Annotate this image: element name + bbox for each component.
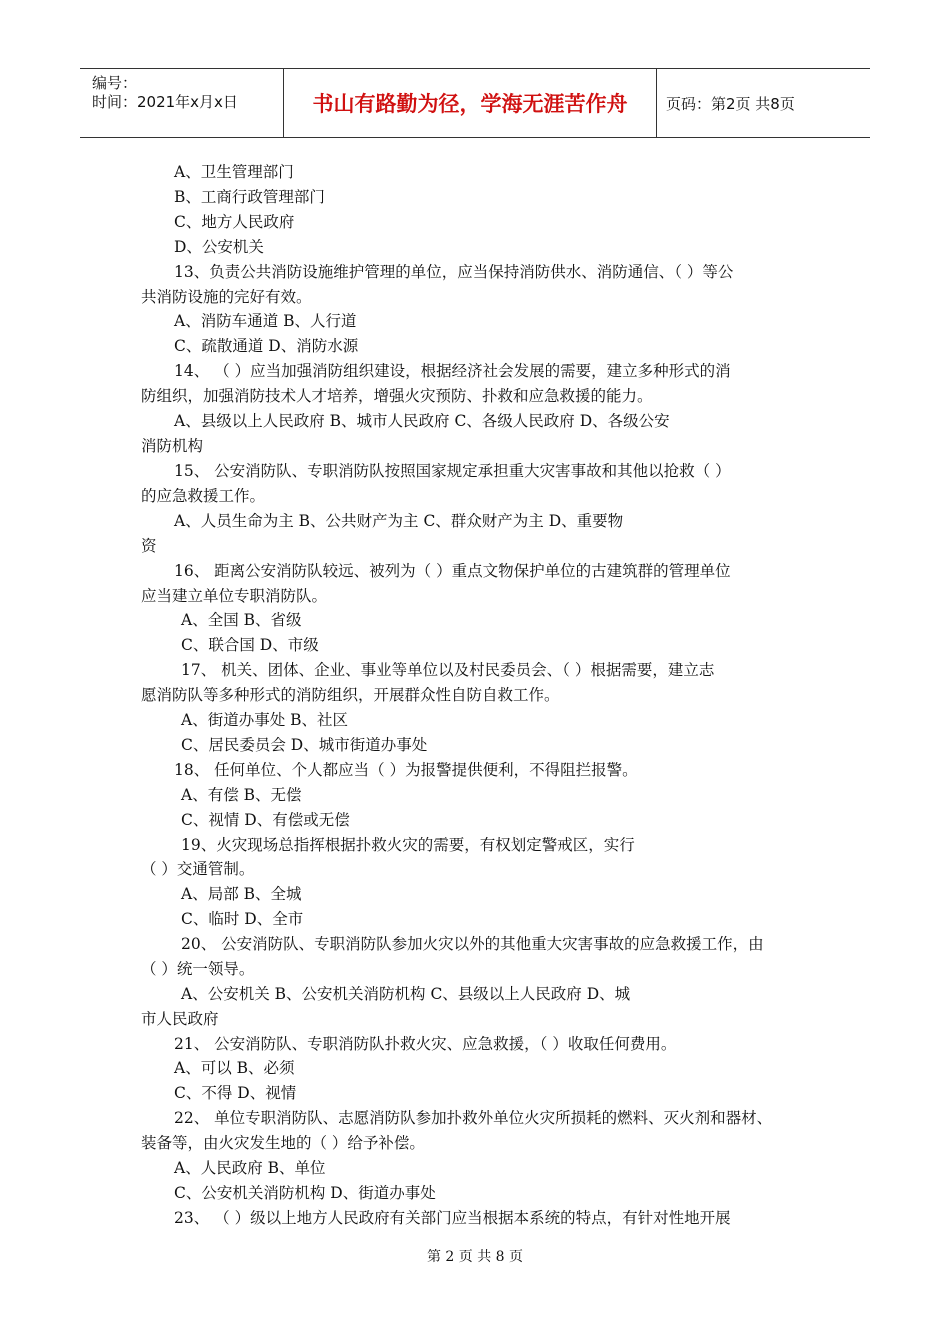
header-page-cell (656, 69, 870, 137)
text-line: 23、 （ ）级以上地方人民政府有关部门应当根据本系统的特点，有针对性地开展 (174, 1209, 731, 1227)
text-line: （ ）统一领导。 (141, 960, 255, 978)
page-header (80, 68, 870, 138)
text-line: 装备等，由火灾发生地的（ ）给予补偿。 (141, 1134, 425, 1152)
header-meta (80, 69, 283, 137)
text-line: 共消防设施的完好有效。 (141, 288, 312, 306)
header-motto: 书山有路勤为径，学海无涯苦作舟 (312, 92, 628, 116)
text-line: A、县级以上人民政府 B、城市人民政府 C、各级人民政府 D、各级公安 (174, 412, 670, 430)
text-line: A、全国 B、省级 (181, 611, 302, 629)
text-line: C、地方人民政府 (174, 213, 295, 231)
text-line: C、居民委员会 D、城市街道办事处 (181, 736, 428, 754)
text-line: 19、火灾现场总指挥根据扑救火灾的需要，有权划定警戒区，实行 (181, 836, 635, 854)
text-line: A、公安机关 B、公安机关消防机构 C、县级以上人民政府 D、城 (181, 985, 631, 1003)
document-number-label: 编号： (92, 74, 138, 92)
text-line: 应当建立单位专职消防队。 (141, 587, 328, 605)
text-line: （ ）交通管制。 (141, 860, 255, 878)
text-line: B、工商行政管理部门 (174, 188, 325, 206)
text-line: C、联合国 D、市级 (181, 636, 319, 654)
text-line: C、临时 D、全市 (181, 910, 304, 928)
page-footer: 第 2 页 共 8 页 (426, 1249, 524, 1265)
text-line: A、可以 B、必须 (174, 1059, 295, 1077)
document-date: 时间：2021年x月x日 (92, 93, 238, 111)
text-line: 14、 （ ）应当加强消防组织建设，根据经济社会发展的需要，建立多种形式的消 (174, 362, 731, 380)
text-line: C、不得 D、视情 (174, 1084, 297, 1102)
text-line: 17、 机关、团体、企业、事业等单位以及村民委员会、（ ）根据需要，建立志 (181, 661, 715, 679)
text-line: A、局部 B、全城 (181, 885, 302, 903)
text-line: 20、 公安消防队、专职消防队参加火灾以外的其他重大灾害事故的应急救援工作，由 (181, 935, 764, 953)
text-line: 的应急救援工作。 (141, 487, 266, 505)
header-page-info: 页码：第2页 共8页 (666, 94, 795, 113)
text-line: D、公安机关 (174, 238, 264, 256)
text-line: 市人民政府 (141, 1010, 219, 1028)
text-line: 22、 单位专职消防队、志愿消防队参加扑救外单位火灾所损耗的燃料、灭火剂和器材、 (174, 1109, 773, 1127)
text-line: A、人员生命为主 B、公共财产为主 C、群众财产为主 D、重要物 (174, 512, 624, 530)
text-line: 愿消防队等多种形式的消防组织，开展群众性自防自救工作。 (141, 686, 560, 704)
text-line: A、卫生管理部门 (174, 163, 294, 181)
text-line: A、有偿 B、无偿 (181, 786, 302, 804)
text-line: 18、 任何单位、个人都应当（ ）为报警提供便利，不得阻拦报警。 (174, 761, 638, 779)
text-line: C、公安机关消防机构 D、街道办事处 (174, 1184, 436, 1202)
text-line: C、疏散通道 D、消防水源 (174, 337, 359, 355)
text-line: A、消防车通道 B、人行道 (174, 312, 357, 330)
text-line: A、街道办事处 B、社区 (181, 711, 349, 729)
text-line: 13、负责公共消防设施维护管理的单位，应当保持消防供水、消防通信、（ ）等公 (174, 263, 734, 281)
text-line: 防组织，加强消防技术人才培养，增强火灾预防、扑救和应急救援的能力。 (141, 387, 653, 405)
text-line: 消防机构 (141, 437, 204, 455)
text-line: 21、 公安消防队、专职消防队扑救火灾、应急救援，（ ）收取任何费用。 (174, 1035, 677, 1053)
text-line: 资 (141, 537, 157, 555)
header-motto-cell (283, 69, 657, 137)
text-line: C、视情 D、有偿或无偿 (181, 811, 350, 829)
text-line: A、人民政府 B、单位 (174, 1159, 326, 1177)
text-line: 16、 距离公安消防队较远、被列为（ ）重点文物保护单位的古建筑群的管理单位 (174, 562, 731, 580)
text-line: 15、 公安消防队、专职消防队按照国家规定承担重大灾害事故和其他以抢救（ ） (174, 462, 731, 480)
